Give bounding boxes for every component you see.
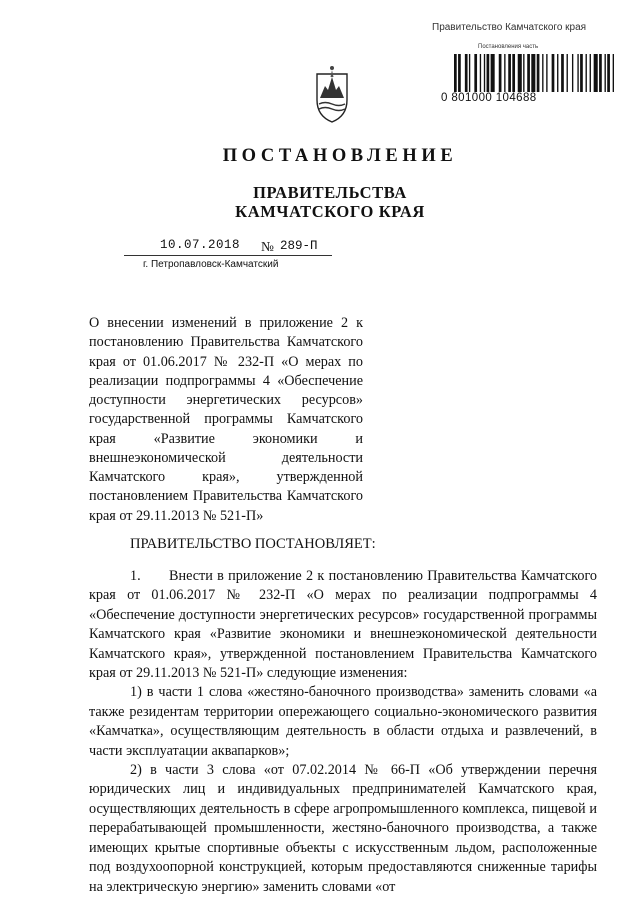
barcode-bar — [537, 54, 540, 92]
barcode-bar — [557, 54, 558, 92]
document-number: 289-П — [280, 239, 318, 253]
issuer-line-1: ПРАВИТЕЛЬСТВА — [253, 183, 407, 202]
paragraph-1-item-1: 1) в части 1 слова «жестяно-баночного производства» заменить словами «а также резидентам территории опережающего социально-экономического развития «Камчатка», осуществляющим деятельность в области отдыха и развлечений, в части эксплуатации аквапарков»; — [89, 684, 597, 759]
recipient-stamp-label: Правительство Камчатского края — [432, 22, 587, 33]
barcode-bar — [474, 54, 477, 92]
barcode-bar — [487, 54, 490, 92]
paragraph-1: 1. Внести в приложение 2 к постановлению Правительства Камчатского края от 01.06.2017 № 232-П «О мерах по реализации подпрограммы 4 «Обеспечение доступности энергетических ресурсов» государственной программы Камчатского края «Развитие экономики и внешнеэкономической деятельности Камчатского края», утвержденной постановлением Правительства Камчатского края от 29.11.2013 № 521-П» следующие изменения: — [89, 568, 597, 682]
barcode-bar — [552, 54, 555, 92]
document-title: ПОСТАНОВЛЕНИЕ — [222, 146, 458, 166]
document-subject: О внесении изменений в приложение 2 к постановлению Правительства Камчатского края от 01.06.2017 № 232-П «О мерах по реализации подпрограммы 4 «Обеспечение доступности энергетических ресурсов» государственной программы Камчатского края «Развитие экономики и внешнеэкономической деятельности Камчатского края», утвержденной постановлением Правительства Камчатского края от 29.11.2013 № 521-П» — [89, 315, 363, 524]
barcode-bar — [590, 54, 591, 92]
barcode-bar — [546, 54, 547, 92]
barcode-bar — [518, 54, 522, 92]
barcode-bar — [465, 54, 468, 92]
barcode-bar — [599, 54, 602, 92]
document-body — [89, 567, 597, 897]
barcode-bar — [577, 54, 578, 92]
barcode-bar — [561, 54, 564, 92]
kamchatka-coat-of-arms-icon — [314, 64, 350, 124]
barcode-bar — [484, 54, 485, 92]
paragraph-1-item-2: 2) в части 3 слова «от 07.02.2014 № 66-П «Об утверждении перечня юридических лиц и индивидуальных предпринимателей Камчатского края, осуществляющих деятельность в сфере агропромышленного комплекса, пищевой и перерабатывающей промышленности, жестяно-баночного производства, а также имеющих крытые спортивные объекты с искусственным льдом, расположенные под воздухоопорной конструкцией, которым предоставляются сниженные тарифы на электрическую энергию» заменить словами «от — [89, 762, 597, 895]
barcode-bar — [480, 54, 481, 92]
barcode-bar — [613, 54, 614, 92]
barcode-bar — [454, 54, 457, 92]
document-date: 10.07.2018 — [160, 238, 241, 252]
issuer-line-2: КАМЧАТСКОГО КРАЯ — [235, 202, 425, 221]
barcode-number: 0 801000 104688 — [441, 92, 537, 104]
barcode-bar — [491, 54, 495, 92]
barcode-bar — [586, 54, 587, 92]
barcode-bar — [572, 54, 573, 92]
barcode-bar — [499, 54, 502, 92]
date-underline — [124, 255, 332, 256]
barcode-bar — [458, 54, 461, 92]
city-name: г. Петропавловск-Камчатский — [143, 259, 279, 270]
barcode-bar — [542, 54, 543, 92]
barcode-bar — [531, 54, 535, 92]
decree-heading: ПРАВИТЕЛЬСТВО ПОСТАНОВЛЯЕТ: — [130, 536, 376, 552]
barcode-bar — [607, 54, 610, 92]
barcode-bar — [469, 54, 470, 92]
barcode-bar — [527, 54, 530, 92]
number-sign: № — [261, 239, 274, 254]
barcode-bar — [567, 54, 568, 92]
barcode-bar — [594, 54, 598, 92]
barcode — [454, 54, 614, 92]
recipient-stamp-sublabel: Постановления часть — [478, 44, 539, 50]
barcode-bar — [605, 54, 606, 92]
barcode-bar — [508, 54, 511, 92]
barcode-bar — [580, 54, 583, 92]
barcode-bar — [504, 54, 505, 92]
barcode-bar — [523, 54, 524, 92]
barcode-bar — [512, 54, 515, 92]
